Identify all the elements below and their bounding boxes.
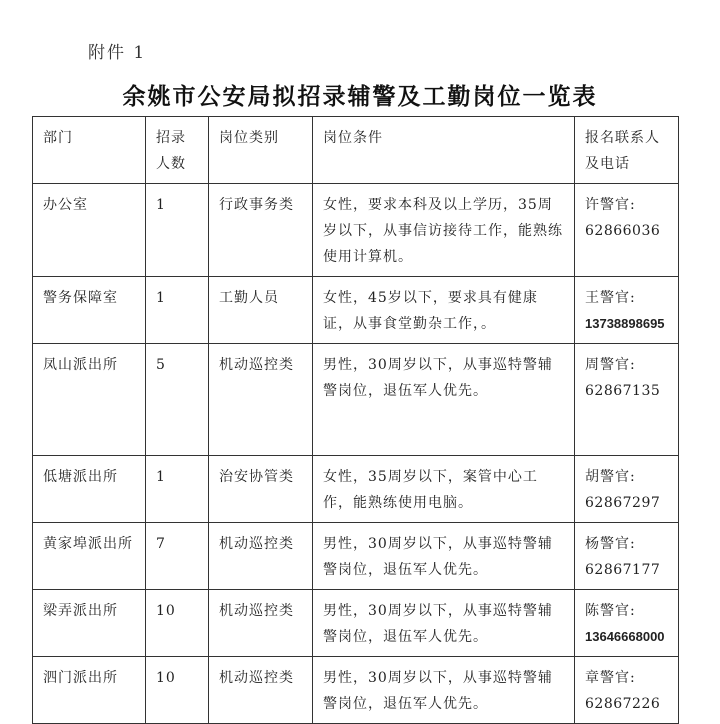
cell-category: 行政事务类	[209, 184, 313, 277]
cell-contact	[575, 184, 679, 277]
cell-dept: 梁弄派出所	[33, 590, 146, 657]
contact-phone: 62866036	[585, 223, 661, 239]
table-row	[33, 657, 679, 724]
cell-count: 10	[146, 657, 209, 724]
table-row	[33, 184, 679, 277]
contact-name: 杨警官:	[585, 536, 636, 552]
header-conditions: 岗位条件	[313, 117, 575, 184]
cell-count: 1	[146, 456, 209, 523]
header-contact: 报名联系人及电话	[575, 117, 679, 184]
contact-name: 王警官:	[585, 290, 636, 306]
cell-category: 工勤人员	[209, 277, 313, 344]
contact-name: 许警官:	[585, 197, 636, 213]
cell-conditions: 男性，30周岁以下，从事巡特警辅警岗位，退伍军人优先。	[313, 657, 575, 724]
cell-contact	[575, 523, 679, 590]
cell-category: 机动巡控类	[209, 523, 313, 590]
header-category: 岗位类别	[209, 117, 313, 184]
cell-contact	[575, 344, 679, 456]
cell-dept: 黄家埠派出所	[33, 523, 146, 590]
contact-phone: 62867135	[585, 383, 661, 399]
cell-dept: 低塘派出所	[33, 456, 146, 523]
cell-conditions: 男性，30周岁以下，从事巡特警辅警岗位，退伍军人优先。	[313, 590, 575, 657]
cell-conditions: 女性，45岁以下，要求具有健康证，从事食堂勤杂工作，。	[313, 277, 575, 344]
cell-category: 机动巡控类	[209, 344, 313, 456]
cell-category: 机动巡控类	[209, 590, 313, 657]
cell-dept: 办公室	[33, 184, 146, 277]
attachment-label: 附件 1	[88, 43, 147, 63]
page-title: 余姚市公安局拟招录辅警及工勤岗位一览表	[122, 84, 598, 110]
contact-name: 周警官:	[585, 357, 636, 373]
contact-name: 章警官:	[585, 670, 636, 686]
contact-phone: 13646668000	[585, 629, 665, 644]
cell-conditions: 男性，30周岁以下，从事巡特警辅警岗位，退伍军人优先。	[313, 344, 575, 456]
table-row	[33, 523, 679, 590]
cell-count: 1	[146, 277, 209, 344]
positions-table	[32, 116, 679, 724]
cell-contact	[575, 277, 679, 344]
cell-conditions: 男性，30周岁以下，从事巡特警辅警岗位，退伍军人优先。	[313, 523, 575, 590]
table-row	[33, 344, 679, 456]
contact-name: 胡警官:	[585, 469, 636, 485]
contact-phone: 62867226	[585, 696, 661, 712]
cell-contact	[575, 657, 679, 724]
cell-dept: 凤山派出所	[33, 344, 146, 456]
cell-count: 5	[146, 344, 209, 456]
table-row	[33, 456, 679, 523]
cell-conditions: 女性，要求本科及以上学历，35周岁以下，从事信访接待工作，能熟练使用计算机。	[313, 184, 575, 277]
cell-conditions: 女性，35周岁以下，案管中心工作，能熟练使用电脑。	[313, 456, 575, 523]
cell-count: 7	[146, 523, 209, 590]
cell-dept: 警务保障室	[33, 277, 146, 344]
cell-contact	[575, 456, 679, 523]
table-header-row	[33, 117, 679, 184]
table-row	[33, 590, 679, 657]
contact-phone: 13738898695	[585, 316, 665, 331]
contact-phone: 62867177	[585, 562, 661, 578]
cell-count: 10	[146, 590, 209, 657]
cell-category: 治安协管类	[209, 456, 313, 523]
cell-count: 1	[146, 184, 209, 277]
cell-dept: 泗门派出所	[33, 657, 146, 724]
cell-contact	[575, 590, 679, 657]
cell-category: 机动巡控类	[209, 657, 313, 724]
contact-phone: 62867297	[585, 495, 661, 511]
contact-name: 陈警官:	[585, 603, 636, 619]
table-row	[33, 277, 679, 344]
header-dept: 部门	[33, 117, 146, 184]
header-count: 招录人数	[146, 117, 209, 184]
